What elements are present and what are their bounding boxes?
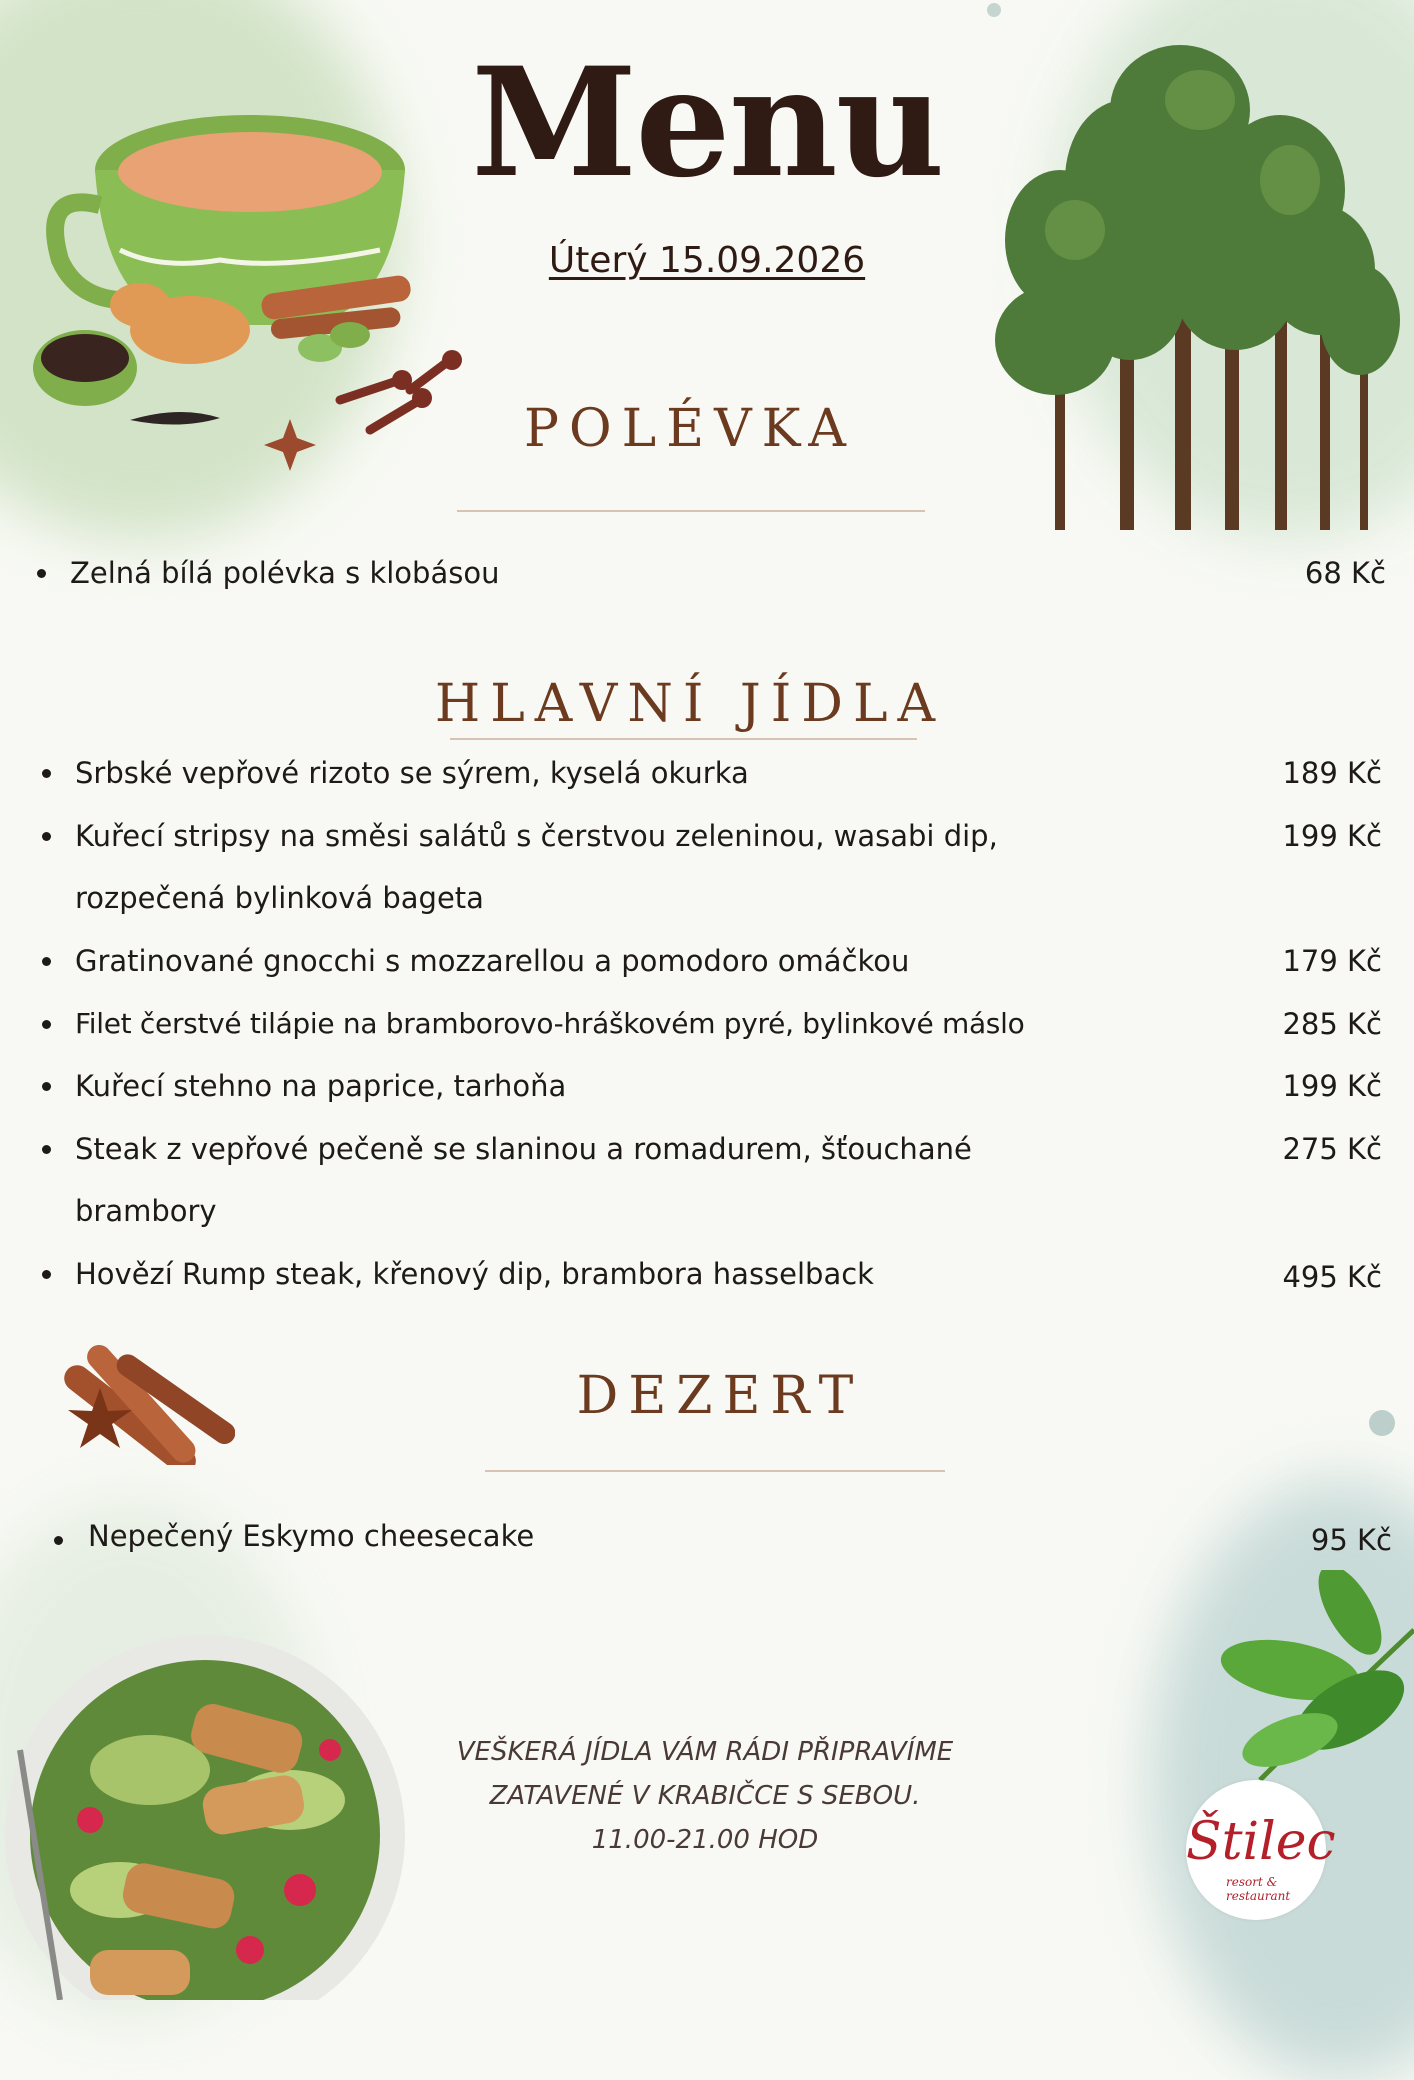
bullet xyxy=(42,769,51,778)
item-name: Srbské vepřové rizoto se sýrem, kyselá okurka xyxy=(75,756,749,790)
footer-line: VEŠKERÁ JÍDLA VÁM RÁDI PŘIPRAVÍME xyxy=(456,1737,954,1767)
bullet xyxy=(54,1536,63,1545)
bullet xyxy=(42,1145,51,1154)
item-price: 95 Kč xyxy=(1310,1523,1392,1557)
decorative-dot xyxy=(1369,1410,1395,1436)
item-price: 495 Kč xyxy=(1282,1260,1382,1294)
arugula-leaves-illustration xyxy=(1200,1570,1414,1800)
item-price: 179 Kč xyxy=(1282,944,1382,978)
item-name: Zelná bílá polévka s klobásou xyxy=(70,556,500,590)
item-price: 199 Kč xyxy=(1282,1069,1382,1103)
bullet xyxy=(42,1270,51,1279)
decorative-dot xyxy=(987,3,1001,17)
footer-line: ZATAVENÉ V KRABIČCE S SEBOU. xyxy=(489,1781,921,1811)
item-price: 199 Kč xyxy=(1282,819,1382,853)
item-name: Filet čerstvé tilápie na bramborovo-hráškovém pyré, bylinkové máslo xyxy=(75,1007,1025,1040)
section-title-soup: POLÉVKA xyxy=(524,399,856,459)
item-name: Nepečený Eskymo cheesecake xyxy=(88,1519,535,1553)
restaurant-logo xyxy=(1186,1780,1336,1920)
bullet xyxy=(42,957,51,966)
item-name: Gratinované gnocchi s mozzarellou a pomodoro omáčkou xyxy=(75,944,910,978)
section-divider xyxy=(485,1470,945,1472)
bullet xyxy=(42,1082,51,1091)
item-name: Hovězí Rump steak, křenový dip, brambora hasselback xyxy=(75,1257,874,1291)
cinnamon-star-anise-illustration xyxy=(55,1320,235,1465)
footer-note xyxy=(340,1730,1070,1862)
item-price: 275 Kč xyxy=(1282,1132,1382,1166)
item-name: Kuřecí stripsy na směsi salátů s čerstvou zeleninou, wasabi dip, xyxy=(75,819,998,853)
section-title-main: HLAVNÍ JÍDLA xyxy=(434,674,946,734)
bullet xyxy=(37,569,46,578)
bullet xyxy=(42,832,51,841)
item-price: 68 Kč xyxy=(1304,556,1386,590)
section-divider xyxy=(450,738,917,740)
item-name-continued: rozpečená bylinková bageta xyxy=(75,881,484,915)
item-name: Steak z vepřové pečeně se slaninou a romadurem, šťouchané xyxy=(75,1132,972,1166)
bullet xyxy=(42,1020,51,1029)
menu-date: Úterý 15.09.2026 xyxy=(548,240,866,281)
logo-tagline: resort & restaurant xyxy=(1226,1875,1291,1903)
opening-hours: 11.00-21.00 HOD xyxy=(591,1825,819,1855)
item-name: Kuřecí stehno na paprice, tarhoňa xyxy=(75,1069,567,1103)
logo-brand: Štilec xyxy=(1186,1812,1336,1872)
section-title-dessert: DEZERT xyxy=(576,1366,864,1426)
menu-title: Menu xyxy=(471,35,943,211)
item-name-continued: brambory xyxy=(75,1194,217,1228)
item-price: 285 Kč xyxy=(1282,1007,1382,1041)
section-divider xyxy=(457,510,925,512)
item-price: 189 Kč xyxy=(1282,756,1382,790)
